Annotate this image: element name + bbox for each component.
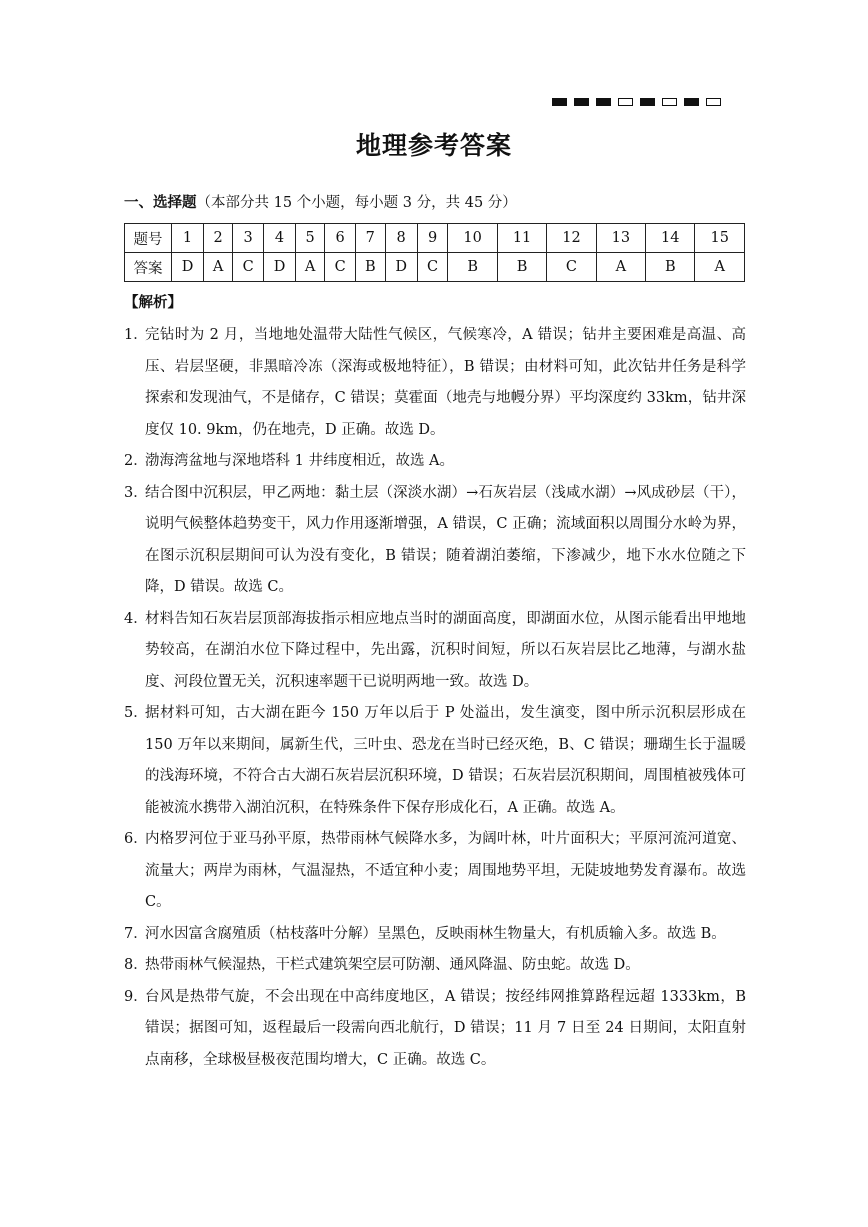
analysis-label: 【解析】 — [124, 295, 182, 311]
question-number-cell: 9 — [417, 224, 448, 253]
question-number-cell: 3 — [233, 224, 264, 253]
answer-table — [124, 223, 745, 282]
header-mark — [596, 98, 611, 106]
header-marks — [552, 98, 721, 106]
item-text: 完钻时为 2 月，当地地处温带大陆性气候区，气候寒冷，A 错误；钻井主要困难是高温、高压、岩层坚硬，非黑暗冷冻（深海或极地特征），B 错误；由材料可知，此次钻井任务是科学探索和发现油气，不是储存，C 错误；莫霍面（地壳与地幔分界）平均深度约 33km，钻井深度仅 10. 9km，仍在地壳，D 正确。故选 D。 — [145, 327, 746, 438]
answer-cell: D — [385, 253, 417, 282]
question-number-cell: 11 — [497, 224, 546, 253]
item-number: 9． — [124, 988, 148, 1005]
section-label: 一、选择题 — [124, 195, 197, 211]
answer-cell: D — [264, 253, 296, 282]
answer-row — [125, 253, 745, 282]
analysis-item — [124, 950, 746, 982]
item-text: 河水因富含腐殖质（枯枝落叶分解）呈黑色，反映雨林生物量大，有机质输入多。故选 B。 — [145, 925, 726, 942]
analysis-item — [124, 698, 746, 824]
analysis-item — [124, 604, 746, 699]
section-heading — [124, 191, 517, 212]
answer-cell: A — [296, 253, 325, 282]
item-text: 渤海湾盆地与深地塔科 1 井纬度相近，故选 A。 — [145, 453, 455, 469]
answer-cell: B — [356, 253, 386, 282]
question-number-cell: 8 — [385, 224, 417, 253]
analysis-list — [124, 320, 746, 1076]
item-number: 6． — [124, 831, 148, 847]
question-number-cell: 15 — [695, 224, 745, 253]
header-mark — [574, 98, 589, 106]
answer-cell: A — [695, 253, 745, 282]
analysis-item — [124, 824, 746, 919]
question-number-cell: 14 — [646, 224, 695, 253]
answer-cell: B — [497, 253, 546, 282]
answer-cell: C — [417, 253, 448, 282]
item-text: 材料告知石灰岩层顶部海拔指示相应地点当时的湖面高度，即湖面水位，从图示能看出甲地地势较高，在湖泊水位下降过程中，先出露，沉积时间短，所以石灰岩层比乙地薄，与湖水盐度、河段位置无关，沉积速率题干已说明两地一致。故选 D。 — [145, 610, 746, 690]
item-number: 7． — [124, 925, 148, 942]
question-number-cell: 4 — [264, 224, 296, 253]
section-note: （本部分共 15 个小题，每小题 3 分，共 45 分） — [196, 195, 517, 211]
header-mark — [684, 98, 699, 106]
answer-cell: C — [233, 253, 264, 282]
question-number-cell: 6 — [325, 224, 356, 253]
question-number-cell: 5 — [296, 224, 325, 253]
page-title: 地理参考答案 — [355, 131, 512, 160]
item-number: 1． — [124, 327, 148, 343]
item-number: 5． — [124, 705, 148, 721]
header-mark — [618, 98, 633, 106]
analysis-item — [124, 982, 746, 1077]
number-row-header: 题号 — [125, 224, 172, 253]
question-number-cell: 13 — [596, 224, 645, 253]
item-text: 热带雨林气候湿热，干栏式建筑架空层可防潮、通风降温、防虫蛇。故选 D。 — [145, 957, 640, 973]
question-number-cell: 2 — [204, 224, 233, 253]
item-number: 8． — [124, 957, 148, 973]
answer-cell: C — [325, 253, 356, 282]
header-mark — [640, 98, 655, 106]
item-number: 3． — [124, 484, 148, 501]
answer-cell: D — [172, 253, 204, 282]
analysis-item — [124, 919, 746, 951]
item-text: 据材料可知，古大湖在距今 150 万年以后于 P 处溢出，发生演变，图中所示沉积层形成在 150 万年以来期间，属新生代，三叶虫、恐龙在当时已经灭绝，B、C 错误；珊瑚生长于温暖的浅海环境，不符合古大湖石灰岩层沉积环境，D 错误；石灰岩层沉积期间，周围植被残体可能被流水携带入湖泊沉积，在特殊条件下保存形成化石，A 正确。故选 A。 — [145, 705, 746, 816]
answer-cell: B — [646, 253, 695, 282]
question-number-cell: 1 — [172, 224, 204, 253]
number-row — [125, 224, 745, 253]
analysis-item — [124, 446, 746, 478]
answer-cell: A — [596, 253, 645, 282]
header-mark — [552, 98, 567, 106]
item-number: 2． — [124, 453, 148, 469]
item-text: 台风是热带气旋，不会出现在中高纬度地区，A 错误；按经纬网推算路程远超 1333km，B 错误；据图可知，返程最后一段需向西北航行，D 错误；11 月 7 日至 24 日期间，太阳直射点南移，全球极昼极夜范围均增大，C 正确。故选 C。 — [145, 988, 746, 1068]
answer-cell: B — [448, 253, 497, 282]
header-mark — [662, 98, 677, 106]
item-text: 结合图中沉积层，甲乙两地：黏土层（深淡水湖）→石灰岩层（浅咸水湖）→风成砂层（干），说明气候整体趋势变干，风力作用逐渐增强，A 错误，C 正确；流域面积以周围分水岭为界，在图示沉积层期间可认为没有变化，B 错误；随着湖泊萎缩，下渗减少，地下水水位随之下降，D 错误。故选 C。 — [145, 484, 746, 595]
analysis-item — [124, 478, 746, 604]
answer-cell: A — [204, 253, 233, 282]
question-number-cell: 10 — [448, 224, 497, 253]
answer-cell: C — [547, 253, 596, 282]
answer-row-header: 答案 — [125, 253, 172, 282]
item-number: 4． — [124, 610, 148, 627]
analysis-item — [124, 320, 746, 446]
item-text: 内格罗河位于亚马孙平原，热带雨林气候降水多，为阔叶林，叶片面积大；平原河流河道宽、流量大；两岸为雨林，气温湿热，不适宜种小麦；周围地势平坦，无陡坡地势发育瀑布。故选 C。 — [145, 831, 746, 910]
question-number-cell: 7 — [356, 224, 386, 253]
header-mark — [706, 98, 721, 106]
question-number-cell: 12 — [547, 224, 596, 253]
